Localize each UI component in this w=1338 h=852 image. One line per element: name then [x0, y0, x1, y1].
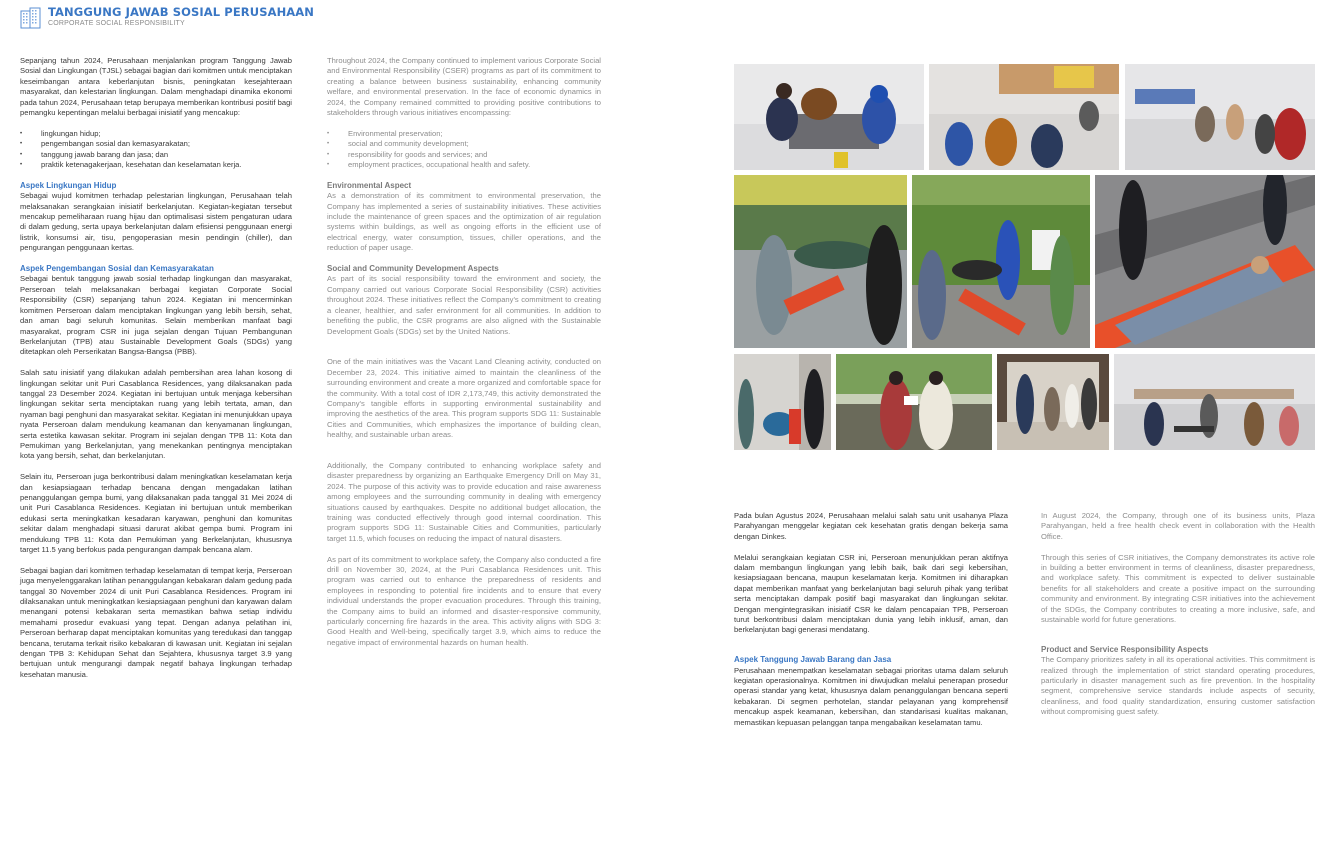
photo-mall-health-event	[1114, 354, 1315, 450]
summary-paragraph: Through this series of CSR initiatives, the Company demonstrates its active role in building a better environment in terms of cleanliness, disaster preparedness, and workplace safety. This commitment is expected to deliver sustainable benefits for all stakeholders and create a positive impact on the surrounding community and environment. By integrating CSR initiatives into the achievement of the SDGs, the Company contributes to creating a more inclusive, safe, and sustainable world for future generations.	[1041, 552, 1315, 625]
fire-drill-paragraph: As part of its commitment to workplace safety, the Company also conducted a fire drill on November 30, 2024, at the Puri Casablanca Residences unit. This program was carried out to enhance the preparedness of residents and employees in responding to potential fire incidents and to ensure that every individual understands the proper evacuation procedures. Through this training, the Company aims to build an informed and disaster-responsive community, particularly concerning fire hazards in the area. This activity aligns with SDG 3: Good Health and Well-being, specifically target 3.9, which aims to reduce the negative impact of environmental hazards on human health.	[327, 554, 601, 647]
environment-paragraph: As a demonstration of its commitment to environmental preservation, the Company has implemented a series of sustainability initiatives. These activities include the maintenance of green spaces and the optimization of air regulation systems within buildings, as well as ongoing efforts in the efficient use of electrical energy, water consumption, tissues, chiller operations, and the reduction of paper usage.	[327, 191, 601, 253]
column-indonesian-right	[734, 511, 1008, 738]
health-check-paragraph: Pada bulan Agustus 2024, Perusahaan melalui salah satu unit usahanya Plaza Parahyangan menggelar kegiatan cek kesehatan gratis dengan bekerja sama dengan Dinkes.	[734, 511, 1008, 541]
list-item: • tanggung jawab barang dan jasa; dan	[20, 150, 292, 160]
section-heading-product: Product and Service Responsibility Aspects	[1041, 644, 1209, 654]
social-paragraph: As part of its social responsibility toward the environment and society, the Company carried out various Corporate Social Responsibility (CSR) activities throughout 2024. These initiatives reflect the Company's commitment to creating a cleaner, healthier, and safer environment for all communities. In addition to benefiting the public, the CSR programs are also aligned with the Sustainable Development Goals (SDGs) set by the United Nations.	[327, 274, 601, 336]
section-heading-social: Aspek Pengembangan Sosial dan Kemasyarakatan	[20, 264, 214, 274]
environment-paragraph: Sebagai wujud komitmen terhadap pelestarian lingkungan, Perusahaan telah melaksanakan serangkaian inisiatif berkelanjutan. Kegiatan-kegiatan tersebut mencakup pemeliharaan ruang hijau dan optimalisasi sistem pengaturan udara di dalam gedung, serta upaya berkelanjutan dalam efisiensi penggunaan energi listrik, konsumsi air, tisu, pengoperasian mesin pendingin (chiller), dan pengurangan penggunaan kertas.	[20, 191, 292, 253]
fire-drill-paragraph: Sebagai bagian dari komitmen terhadap keselamatan di tempat kerja, Perseroan juga menyelenggarakan latihan penanggulangan kebakaran dalam gedung pada tanggal 30 November 2024 di unit Puri Casablanca Residences. Program ini dilaksanakan untuk meningkatkan kesiapsiagaan penghuni dan karyawan dalam menangani potensi kebakaran serta memastikan bahwa setiap individu memahami prosedur evakuasi yang tepat. Dengan adanya pelatihan ini, Perseroan berharap dapat menciptakan komunitas yang teredukasi dan tanggap bencana, terutama terkait risiko kebakaran di kawasan unit. Kegiatan ini sejalan dengan TPB 3: Kehidupan Sehat dan Sejahtera, khususnya target 3.9 yang bertujuan untuk mengurangi dampak negatif bahaya lingkungan terhadap kesehatan manusia.	[20, 565, 292, 679]
product-paragraph: The Company prioritizes safety in all its operational activities. This commitment is realized through the implementation of strict standard operating procedures, particularly in disaster management such as fire prevention. In the hospitality segment, comprehensive service standards include aspects of security, cleanliness, and food quality standardization, ensuring customer satisfaction without compromising guest safety.	[1041, 655, 1315, 717]
intro-paragraph: Sepanjang tahun 2024, Perusahaan menjalankan program Tanggung Jawab Sosial dan Lingkungan (TJSL) sebagai bagian dari komitmen untuk menciptakan keseimbangan antara keberlanjutan bisnis, peningkatan kesejahteraan masyarakat, dan kelestarian lingkungan. Dalam menghadapi dinamika ekonomi pada tahun 2024, Perusahaan tetap berupaya memberikan kontribusi positif bagi pemangku kepentingan melalui berbagai inisiatif yang mencakup:	[20, 56, 292, 118]
list-item: • lingkungan hidup;	[20, 129, 292, 139]
list-item: • responsibility for goods and services; and	[327, 150, 601, 160]
health-check-paragraph: In August 2024, the Company, through one of its business units, Plaza Parahyangan, held a free health check event in collaboration with the Health Office.	[1041, 511, 1315, 541]
header-text	[48, 6, 314, 28]
earthquake-drill-paragraph: Selain itu, Perseroan juga berkontribusi dalam meningkatkan keselamatan kerja dan kesiapsiagaan terhadap bencana dengan mengadakan latihan penanggulangan gempa bumi, yang dilaksanakan pada tanggal 31 Mei 2024 di unit Puri Casablanca Residences. Kegiatan ini bertujuan untuk memberikan edukasi serta meningkatkan kesadaran karyawan, penghuni dan komunitas sekitar dalam menghadapi situasi darurat akibat gempa bumi. Program ini mendukung TPB 11: Kota dan Pemukiman yang Berkelanjutan, khususnya target 11.5 yang berfokus pada pengurangan dampak bencana alam.	[20, 472, 292, 555]
photo-land-cleaning-handover	[836, 354, 992, 450]
earthquake-drill-paragraph: Additionally, the Company contributed to enhancing workplace safety and disaster preparedness by organizing an Earthquake Emergency Drill on May 31, 2024. The purpose of this activity was to provide education and raise awareness among employees and the surrounding community in dealing with emergency situations caused by earthquakes. Despite no additional budget allocation, the training was conducted effectively through good internal coordination. This program supports SDG 11: Sustainable Cities and Communities, particularly target 11.5, which focuses on reducing the impact of natural disasters.	[327, 460, 601, 543]
land-cleaning-paragraph: Salah satu inisiatif yang dilakukan adalah pembersihan area lahan kosong di lingkungan sekitar unit Puri Casablanca Residences, yang dilaksanakan pada tanggal 23 Desember 2024. Kegiatan ini bertujuan untuk menjaga kebersihan lingkungan sekitar serta menciptakan ruang yang lebih tertata, aman, dan nyaman bagi penghuni dan masyarakat sekitar. Kegiatan ini menunjukkan upaya nyata Perseroan dalam mendukung keamanan dan kenyamanan lingkungan, serta estetika kawasan sekitar. Program ini sejalan dengan TPB 11: Kota dan Pemukiman yang Berkelanjutan, yang menekankan pentingnya menciptakan kota yang bersih, sehat, dan berkelanjutan.	[20, 368, 292, 461]
column-english-left	[327, 56, 601, 659]
column-indonesian-left	[20, 56, 292, 691]
summary-paragraph: Melalui serangkaian kegiatan CSR ini, Perseroan menunjukkan peran aktifnya dalam membangun lingkungan yang lebih baik, baik dari segi kebersihan, kesiapsiagaan bencana, maupun keselamatan kerja. Komitmen ini diharapkan dapat memberikan manfaat yang berkelanjutan bagi seluruh pihak yang terlibat serta menciptakan dampak positif bagi masyarakat dan lingkungan sekitar. Dengan mengintegrasikan inisiatif CSR ke dalam pencapaian TPB, Perseroan turut berkontribusi dalam menciptakan dunia yang lebih inklusif, aman, dan berkelanjutan bagi generasi mendatang.	[734, 552, 1008, 635]
page-title: TANGGUNG JAWAB SOSIAL PERUSAHAAN	[48, 5, 315, 19]
intro-paragraph: Throughout 2024, the Company continued to implement various Corporate Social and Environmental Responsibility (CSER) programs as part of its commitment to creating a balance between business sustainability, enhancing community welfare, and environmental preservation. In the face of economic dynamics in 2024, the Company remained committed to providing positive contributions to stakeholders through various initiatives encompassing:	[327, 56, 601, 118]
photo-drill-stretcher-group	[734, 175, 907, 348]
land-cleaning-paragraph: One of the main initiatives was the Vacant Land Cleaning activity, conducted on December 23, 2024. This initiative aimed to maintain the cleanliness of the surrounding environment and create a more organized and comfortable space for the community. With a total cost of IDR 2,173,749, this activity demonstrated the Company's tangible efforts in supporting environmental sustainability and improving the aesthetics of the area. This program supports SDG 11: Sustainable Cities and Communities, which emphasizes the importance of building clean, healthy, and sustainable urban areas.	[327, 357, 601, 440]
photo-health-check-mall	[1125, 64, 1315, 170]
page-subtitle: CORPORATE SOCIAL RESPONSIBILITY	[48, 20, 185, 27]
section-heading-social: Social and Community Development Aspects	[327, 264, 499, 274]
list-item: • Environmental preservation;	[327, 129, 601, 139]
list-item: • pengembangan sosial dan kemasyarakatan;	[20, 139, 292, 149]
list-item: • employment practices, occupational health and safety.	[327, 160, 601, 170]
initiative-list	[20, 129, 292, 171]
list-item: • praktik ketenagakerjaan, kesehatan dan keselamatan kerja.	[20, 160, 292, 170]
initiative-list	[327, 129, 601, 171]
photo-health-check-table	[734, 64, 924, 170]
photo-health-check-hall	[929, 64, 1119, 170]
list-item: • social and community development;	[327, 139, 601, 149]
product-paragraph: Perusahaan menempatkan keselamatan sebagai prioritas utama dalam seluruh kegiatan operasionalnya. Komitmen ini diwujudkan melalui penerapan prosedur operasi standar yang ketat, khususnya dalam penanggulangan bencana seperti kebakaran. Di segmen perhotelan, standar pelayanan yang komprehensif mencakup aspek keamanan, kebersihan, dan standarisasi kualitas makanan, memastikan kepuasan pelanggan tanpa mengabaikan keselamatan tamu.	[734, 665, 1008, 727]
social-paragraph: Sebagai bentuk tanggung jawab sosial terhadap lingkungan dan masyarakat, Perseroan telah melaksanakan berbagai kegiatan Corporate Social Responsibility (CSR) sepanjang tahun 2024. Kegiatan ini mencerminkan komitmen Perseroan dalam menciptakan lingkungan yang lebih bersih, sehat, dan aman bagi seluruh komunitas. Selain memberikan manfaat bagi masyarakat, program CSR ini juga sejalan dengan Tujuan Pembangunan Berkelanjutan (TPB) atau Sustainable Development Goals (SDGs) yang ditetapkan oleh Perserikatan Bangsa-Bangsa (PBB).	[20, 274, 292, 357]
section-heading-environment: Environmental Aspect	[327, 180, 412, 190]
photo-stretcher-closeup	[1095, 175, 1315, 348]
section-heading-product: Aspek Tanggung Jawab Barang dan Jasa	[734, 655, 892, 665]
section-heading-environment: Aspek Lingkungan Hidup	[20, 180, 117, 190]
photo-drill-hedge	[912, 175, 1090, 348]
page-header	[20, 6, 314, 29]
building-icon	[20, 7, 42, 29]
photo-corridor-evacuation	[734, 354, 831, 450]
column-english-right	[1041, 511, 1315, 728]
photo-lobby-drill	[997, 354, 1109, 450]
